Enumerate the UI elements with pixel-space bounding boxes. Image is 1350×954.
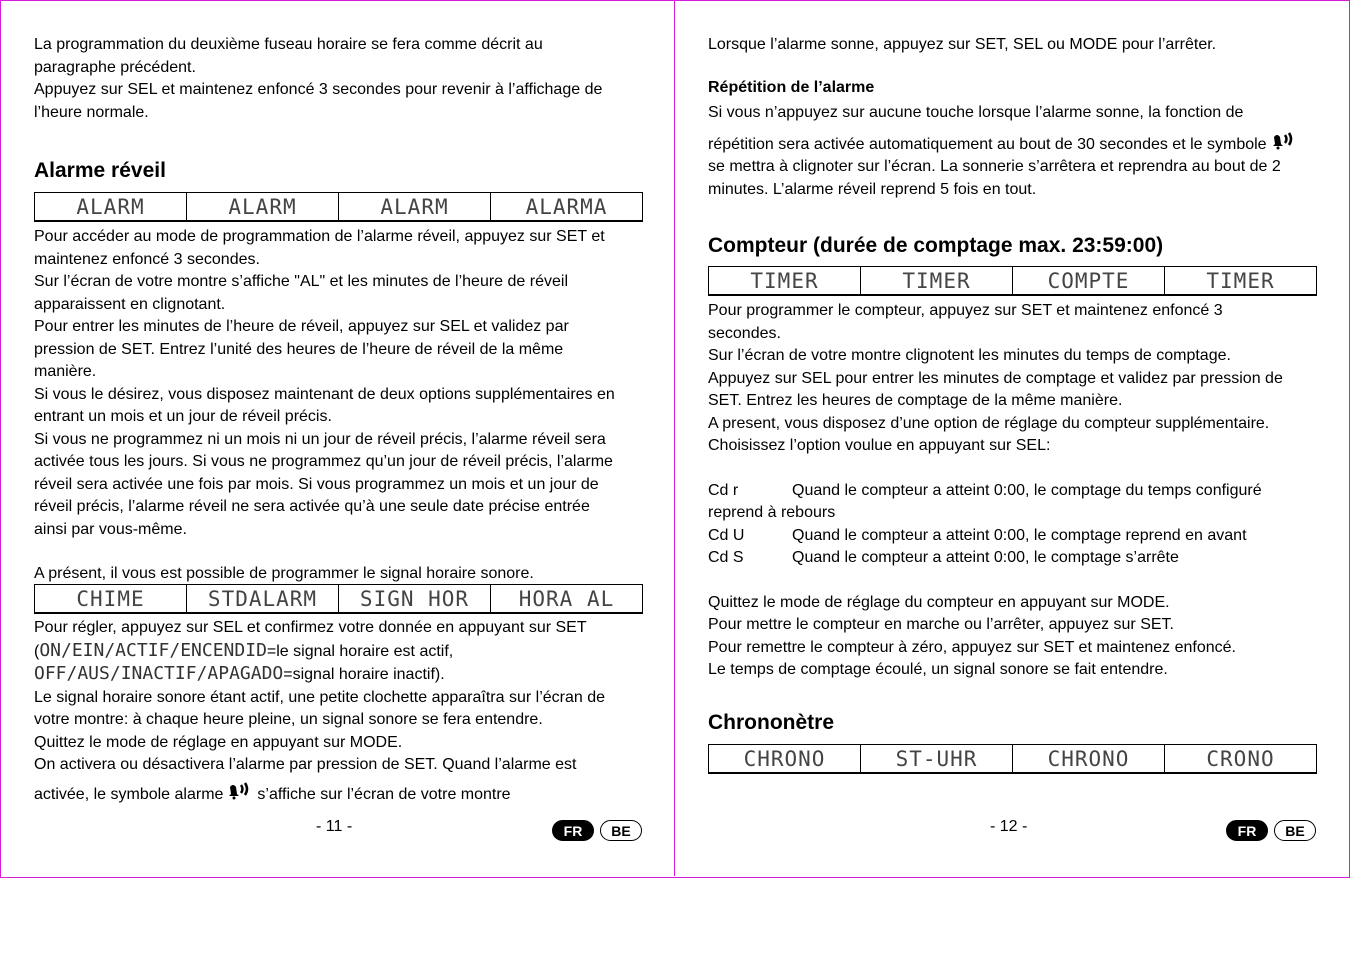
- text-line: Pour remettre le compteur à zéro, appuyez sur SET et maintenez enfoncé.: [708, 638, 1236, 656]
- text-line: Si vous n’appuyez sur aucune touche lorsque l’alarme sonne, la fonction de: [708, 104, 1244, 121]
- text-line: [34, 640, 646, 664]
- text-line: Pour programmer le compteur, appuyez sur SET et maintenez enfoncé 3: [708, 302, 1223, 319]
- off-description: =signal horaire inactif).: [283, 666, 445, 683]
- language-badges: [1226, 820, 1316, 841]
- lcd-cell: ALARMA: [525, 194, 608, 219]
- lcd-cell: CHRONO: [709, 745, 861, 772]
- chime-lcd-table: [34, 584, 643, 614]
- chrono-heading: Chrononètre: [708, 711, 834, 734]
- text-line: Pour entrer les minutes de l’heure de réveil, appuyez sur SEL et validez par: [34, 318, 569, 335]
- text-line: Le signal horaire sonore étant actif, une petite clochette apparaîtra sur l’écran de: [34, 688, 606, 706]
- lcd-cell: CHRONO: [1013, 745, 1165, 772]
- text-line: Choisissez l’option voulue en appuyant sur SEL:: [708, 437, 1051, 454]
- option-key: Cd U: [708, 526, 745, 544]
- text-line: paragraphe précédent.: [34, 58, 196, 76]
- text-line: manière.: [34, 363, 97, 380]
- text-line: Le temps de comptage écoulé, un signal sonore se fait entendre.: [708, 661, 1168, 678]
- spacer: [708, 570, 1320, 592]
- lcd-cell: SIGN HOR: [339, 585, 491, 612]
- page-number: - 12 -: [990, 818, 1028, 835]
- text-line: apparaissent en clignotant.: [34, 295, 226, 313]
- text-line: minutes. L’alarme réveil reprend 5 fois en tout.: [708, 180, 1037, 198]
- lcd-cell: CRONO: [1206, 746, 1275, 771]
- text-line: Pour mettre le compteur en marche ou l’arrêter, appuyez sur SET.: [708, 616, 1174, 633]
- alarm-lcd-table: [34, 192, 643, 222]
- timer-heading: Compteur (durée de comptage max. 23:59:00): [708, 234, 1164, 257]
- text-line: Sur l’écran de votre montre clignotent les minutes du temps de comptage.: [708, 347, 1231, 364]
- text-line: l’heure normale.: [34, 103, 149, 121]
- text-line: Si vous ne programmez ni un mois ni un jour de réveil précis, l’alarme réveil sera: [34, 430, 606, 448]
- option-row: [708, 547, 1320, 570]
- option-text: Quand le compteur a atteint 0:00, le comptage s’arrête: [792, 549, 1179, 566]
- text-line: Pour régler, appuyez sur SEL et confirmez votre donnée en appuyant sur SET: [34, 619, 587, 636]
- text-line: SET. Entrez les heures de comptage de la même manière.: [708, 392, 1123, 409]
- text-line: pression de SET. Entrez l’unité des heures de l’heure de réveil de la même: [34, 340, 564, 358]
- text-line: réveil sera activée une fois par mois. Si vous programmez un mois et un jour de: [34, 475, 599, 493]
- text-line: Si vous le désirez, vous disposez maintenant de deux options supplémentaires en: [34, 385, 615, 403]
- lcd-cell: CHIME: [35, 585, 187, 612]
- spacer: [708, 458, 1320, 480]
- lcd-cell: ALARM: [187, 193, 339, 220]
- language-badges: [552, 820, 642, 841]
- text-line: ainsi par vous-même.: [34, 520, 187, 538]
- intro-block: [34, 34, 646, 124]
- lcd-cell: HORA AL: [518, 586, 615, 611]
- option-text: Quand le compteur a atteint 0:00, le comptage du temps configuré: [792, 481, 1262, 499]
- page-number: - 11 -: [316, 818, 353, 835]
- text-line: [34, 663, 646, 687]
- off-values: OFF/AUS/INACTIF/APAGADO: [34, 663, 284, 684]
- badge-be: BE: [600, 820, 642, 841]
- footer-right: [708, 818, 1320, 844]
- paren-open: (: [34, 642, 40, 660]
- lcd-cell: TIMER: [709, 267, 861, 294]
- text-line: On activera ou désactivera l’alarme par pression de SET. Quand l’alarme est: [34, 756, 577, 773]
- lcd-cell: ALARM: [339, 193, 491, 220]
- text-line: réveil précis, l’alarme réveil ne sera activée qu’à une seule date précise entrée: [34, 498, 590, 515]
- lcd-cell: STDALARM: [187, 585, 339, 612]
- option-text: Quand le compteur a atteint 0:00, le comptage reprend en avant: [792, 526, 1247, 544]
- text-span: répétition sera activée automatiquement au bout de 30 secondes et le symbole: [708, 135, 1267, 153]
- text-span: s’affiche sur l’écran de votre montre: [257, 785, 511, 803]
- text-line: Lorsque l’alarme sonne, appuyez sur SET, SEL ou MODE pour l’arrêter.: [708, 36, 1217, 53]
- text-line: maintenez enfoncé 3 secondes.: [34, 250, 260, 268]
- page-divider: [674, 0, 675, 876]
- option-row: [708, 480, 1320, 503]
- text-line: se mettra à clignoter sur l’écran. La sonnerie s’arrêtera et reprendra au bout de 2: [708, 158, 1281, 175]
- option-continuation: reprend à rebours: [708, 504, 836, 521]
- option-key: Cd r: [708, 481, 739, 499]
- timer-text-block: [708, 300, 1320, 682]
- alarm-heading: Alarme réveil: [34, 159, 166, 182]
- text-line: entrant un mois et un jour de réveil précis.: [34, 408, 332, 425]
- lcd-cell: TIMER: [1206, 268, 1275, 293]
- badge-fr: FR: [552, 820, 594, 841]
- option-row: [708, 525, 1320, 548]
- repeat-block: [708, 102, 1320, 201]
- alarm-bell-icon: [227, 781, 253, 801]
- spacer: [34, 541, 646, 563]
- lcd-cell: ST-UHR: [861, 745, 1013, 772]
- chrono-lcd-table: [708, 744, 1317, 774]
- badge-be: BE: [1274, 820, 1316, 841]
- repeat-heading: Répétition de l’alarme: [708, 79, 875, 96]
- text-line: secondes.: [708, 324, 781, 342]
- text-line: A présent, il vous est possible de programmer le signal horaire sonore.: [34, 565, 534, 582]
- lcd-cell: TIMER: [861, 267, 1013, 294]
- text-line: [708, 131, 1320, 157]
- text-span: activée, le symbole alarme: [34, 785, 224, 803]
- option-key: Cd S: [708, 549, 744, 566]
- footer-left: [34, 818, 646, 844]
- lcd-cell: COMPTE: [1013, 267, 1165, 294]
- text-line: Appuyez sur SEL et maintenez enfoncé 3 secondes pour revenir à l’affichage de: [34, 81, 603, 98]
- lcd-cell: ALARM: [35, 193, 187, 220]
- alarm-bell-icon: [1271, 131, 1297, 151]
- text-line: votre montre: à chaque heure pleine, un signal sonore se fera entendre.: [34, 711, 543, 728]
- text-line: Quittez le mode de réglage du compteur en appuyant sur MODE.: [708, 593, 1170, 611]
- text-line: La programmation du deuxième fuseau horaire se fera comme décrit au: [34, 36, 543, 53]
- text-line: Pour accéder au mode de programmation de l’alarme réveil, appuyez sur SET et: [34, 228, 605, 245]
- text-line: Sur l’écran de votre montre s’affiche "AL" et les minutes de l’heure de réveil: [34, 273, 568, 290]
- text-line: Quittez le mode de réglage en appuyant sur MODE.: [34, 733, 403, 751]
- on-values: ON/EIN/ACTIF/ENCENDID: [39, 639, 267, 661]
- text-line: activée tous les jours. Si vous ne programmez qu’un jour de réveil précis, l’alarme: [34, 453, 613, 470]
- text-line: A present, vous disposez d’une option de réglage du compteur supplémentaire.: [708, 414, 1270, 432]
- chime-text-block: [34, 617, 646, 806]
- timer-lcd-table: [708, 266, 1317, 296]
- text-line: Appuyez sur SEL pour entrer les minutes de comptage et validez par pression de: [708, 369, 1283, 387]
- alarm-text-block: [34, 226, 646, 586]
- text-line: [34, 781, 646, 807]
- on-description: =le signal horaire est actif,: [266, 642, 454, 660]
- badge-fr: FR: [1226, 820, 1268, 841]
